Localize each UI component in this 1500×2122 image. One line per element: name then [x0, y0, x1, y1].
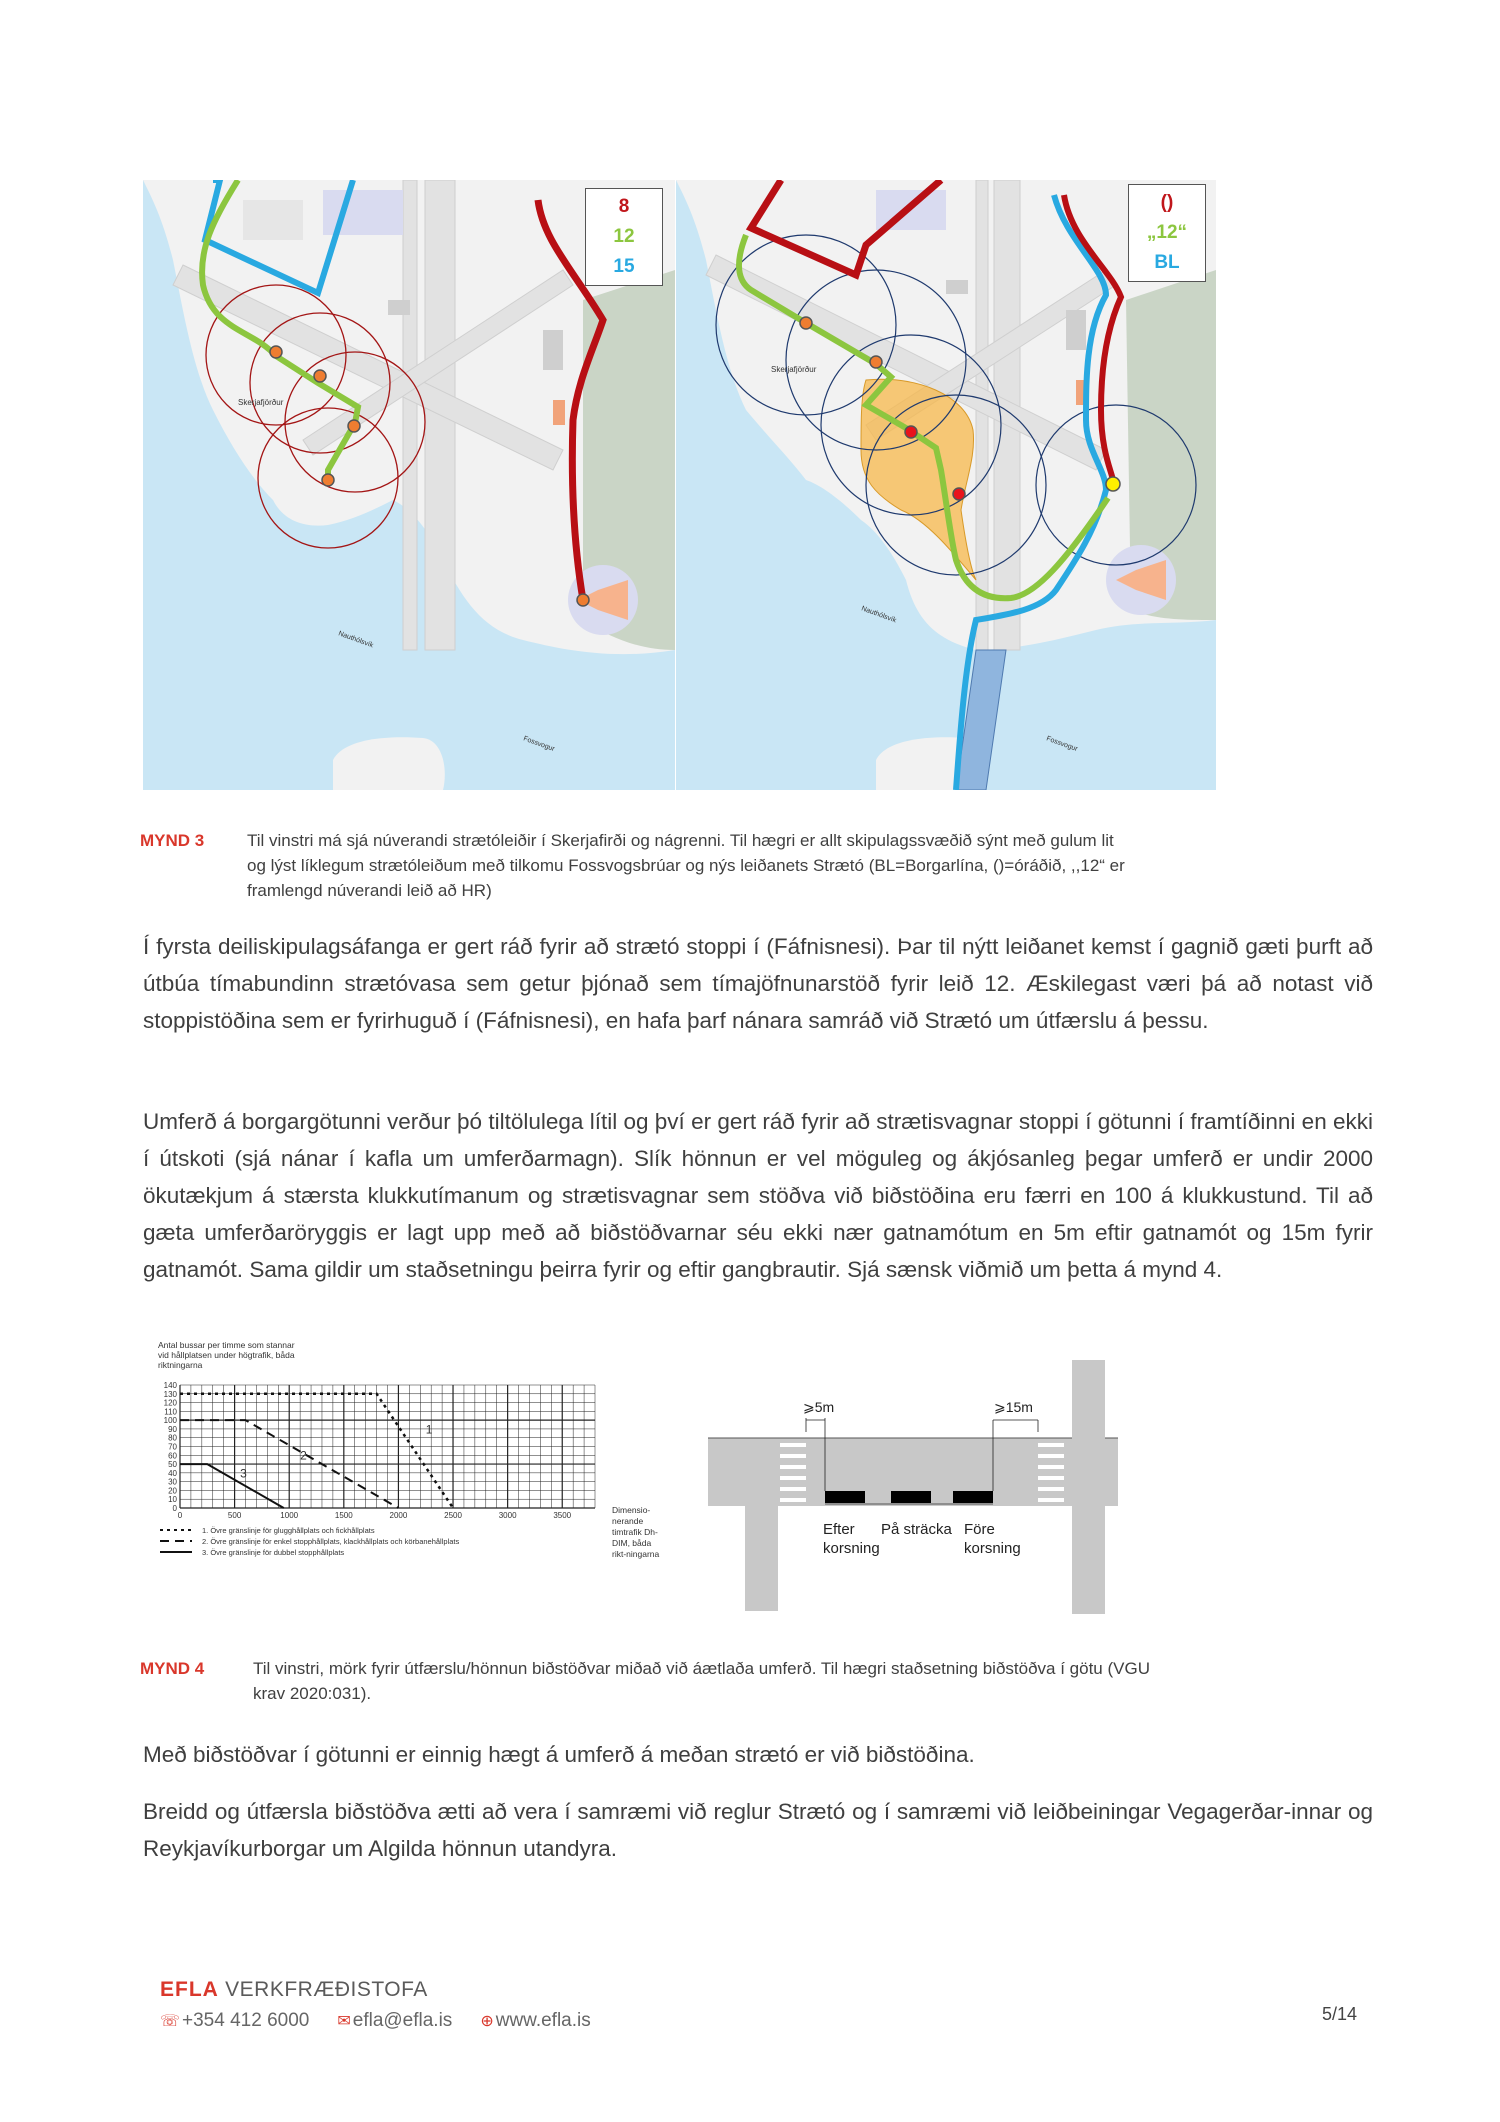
y-tick-label: 80 [168, 1433, 177, 1443]
label-before-intersection: Före korsning [964, 1521, 1021, 1557]
footer-brand [160, 1978, 428, 2002]
legend-entry-1: 1. Övre gränslinje för glugghållplats och fickhållplats [202, 1526, 375, 1535]
y-tick-label: 60 [168, 1451, 177, 1461]
legend-route-12: 12 [613, 226, 635, 247]
email-contact[interactable] [337, 2010, 452, 2032]
y-tick-label: 90 [168, 1424, 177, 1434]
x-tick-label: 1500 [334, 1511, 353, 1520]
legend-route-15: 15 [613, 256, 635, 277]
series-label-3: 3 [240, 1466, 247, 1481]
series-line-1 [180, 1394, 453, 1508]
email-address: efla@efla.is [352, 2010, 453, 2031]
brand-name: VERKFRÆÐISTOFA [225, 1978, 428, 2001]
x-tick-label: 1000 [280, 1511, 299, 1520]
y-tick-label: 120 [163, 1398, 177, 1408]
route-legend [585, 188, 663, 286]
y-tick-label: 100 [163, 1416, 177, 1426]
place-label-fossvogur: Fossvogur [522, 735, 556, 754]
page-number: 5/14 [1322, 2004, 1358, 2024]
caption-text [247, 828, 1125, 903]
x-tick-label: 3500 [553, 1511, 572, 1520]
caption-text [253, 1656, 1150, 1706]
phone-number: +354 412 6000 [182, 2010, 310, 2031]
y-tick-label: 70 [168, 1442, 177, 1452]
web-address: www.efla.is [495, 2010, 591, 2031]
y-tick-label: 50 [168, 1460, 177, 1470]
place-label-nautholsvik: Nauthólsvík [337, 630, 375, 650]
caption-line: krav 2020:031). [253, 1684, 372, 1703]
bus-stop-capacity-chart [150, 1340, 690, 1640]
y-tick-label: 10 [168, 1495, 177, 1505]
place-label-nautholsvik: Nauthólsvík [860, 605, 898, 625]
x-tick-label: 3000 [498, 1511, 517, 1520]
y-tick-label: 0 [172, 1504, 177, 1513]
place-label-fossvogur: Fossvogur [1045, 735, 1079, 754]
map-planned-routes [676, 180, 1216, 790]
y-tick-label: 40 [168, 1468, 177, 1478]
paragraph-traffic: Umferð á borgargötunni verður þó tiltölulega lítil og því er gert ráð fyrir að strætisvagnar stoppi í götunni í framtíðinni en ekki í útskoti (sjá nánar í kafla um umferðarmagn). Slík hönnun er vel möguleg og ákjósanleg þegar umferð er undir 2000 ökutækjum á stærsta klukkutímanum og strætisvagnar sem stöðva við biðstöðina eru færri en 100 á klukkustund. Til að gæta umferðaröryggis er lagt upp með að biðstöðvarnar séu ekki nær gatnamótum en 5m eftir gatnamót og 15m fyrir gatnamót. Sama gildir um staðsetningu þeirra fyrir og eftir gangbrautir. Sjá sænsk viðmið um þetta á mynd 4. [143, 1109, 1373, 1282]
series-label-2: 2 [300, 1448, 307, 1463]
brand-logo: EFLA [160, 1978, 219, 2001]
y-tick-label: 110 [164, 1407, 177, 1417]
x-tick-label: 2000 [389, 1511, 408, 1520]
x-tick-label: 2500 [444, 1511, 462, 1520]
x-tick-label: 0 [177, 1511, 183, 1520]
y-tick-label: 20 [168, 1486, 177, 1496]
caption-line: Til vinstri, mörk fyrir útfærslu/hönnun biðstöðvar miðað við áætlaða umferð. Til hægri staðsetning biðstöðva í götu (VGU [253, 1659, 1150, 1678]
map-current-routes [143, 180, 675, 790]
label-on-stretch: På sträcka [881, 1521, 952, 1538]
legend-route-unknown: () [1160, 192, 1174, 213]
series-line-3 [180, 1464, 284, 1508]
dimension-after-intersection: ⩾5m [803, 1399, 835, 1415]
series-label-1: 1 [425, 1422, 433, 1437]
caption-line: Til vinstri má sjá núverandi strætóleiðir í Skerjafirði og nágrenni. Til hægri er allt skipulagssvæðið sýnt með gulum lit [247, 831, 1114, 850]
legend-entry-2: 2. Övre gränslinje för enkel stopphållplats, klackhållplats och körbanehållplats [202, 1537, 460, 1546]
globe-icon: ⊕ [480, 2013, 494, 2030]
figure-label: MYND 4 [140, 1659, 205, 1678]
y-tick-label: 140 [163, 1381, 177, 1390]
chart-xlabel: Dimensio-nerande timtrafik Dh-DIM, båda rikt-ningarna [612, 1505, 660, 1559]
bus-stop-placement-diagram [700, 1360, 1130, 1630]
footer-contact [160, 2010, 591, 2032]
x-tick-label: 500 [227, 1511, 242, 1520]
legend-route-8: 8 [618, 196, 630, 217]
legend-route-borgarlina: BL [1154, 252, 1180, 273]
legend-entry-3: 3. Övre gränslinje för dubbel stopphållplats [202, 1548, 345, 1557]
island [333, 737, 445, 790]
label-after-intersection: Efter korsning [823, 1521, 880, 1557]
place-label-skerjafjordur: Skerjafjörður [238, 398, 284, 407]
caption-line: framlengd núverandi leið að HR) [247, 881, 492, 900]
route-legend [1128, 184, 1206, 282]
web-contact[interactable] [480, 2010, 590, 2032]
caption-line: og lýst líklegum strætóleiðum með tilkomu Fossvogsbrúar og nýs leiðanets Strætó (BL=Borgarlína, ()=óráðið, ,,12“ er [247, 856, 1125, 875]
bus-stop-positions [825, 1491, 993, 1503]
phone-contact[interactable] [160, 2010, 309, 2032]
envelope-icon: ✉ [337, 2013, 351, 2030]
paragraph-bus-stop-phase: Í fyrsta deiliskipulagsáfanga er gert ráð fyrir að strætó stoppi í (Fáfnisnesi). Þar til nýtt leiðanet kemst í gagnið gæti þurft að útbúa tímabundinn strætóvasa sem getur þjónað sem tímajöfnunarstöð fyrir leið 12. Æskilegast væri þá að notast við stoppistöðina sem er fyrirhuguð í (Fáfnisnesi), en hafa þarf nánara samráð við Strætó um útfærslu á þessu. [143, 934, 1373, 1033]
dimension-before-intersection: ⩾15m [994, 1399, 1033, 1415]
y-tick-label: 130 [163, 1389, 177, 1399]
figure-label: MYND 3 [140, 831, 205, 850]
figure-3-caption [140, 828, 1380, 908]
legend-route-12-extended: „12“ [1146, 222, 1188, 243]
figure-4-caption [140, 1656, 1380, 1711]
y-tick-label: 30 [168, 1477, 177, 1487]
place-label-skerjafjordur: Skerjafjörður [771, 365, 817, 374]
paragraph-design-guidelines: Breidd og útfærsla biðstöðva ætti að vera í samræmi við reglur Strætó og í samræmi við leiðbeiningar Vegagerðar-innar og Reykjavíkurborgar um Algilda hönnun utandyra. [143, 1799, 1373, 1861]
chart-ylabel: Antal bussar per timme som stannar vid hållplatsen under högtrafik, båda riktningarna [158, 1340, 295, 1370]
phone-icon: ☏ [160, 2013, 181, 2030]
paragraph-traffic-calming: Með biðstöðvar í götunni er einnig hægt á umferð á meðan strætó er við biðstöðina. [143, 1742, 975, 1767]
